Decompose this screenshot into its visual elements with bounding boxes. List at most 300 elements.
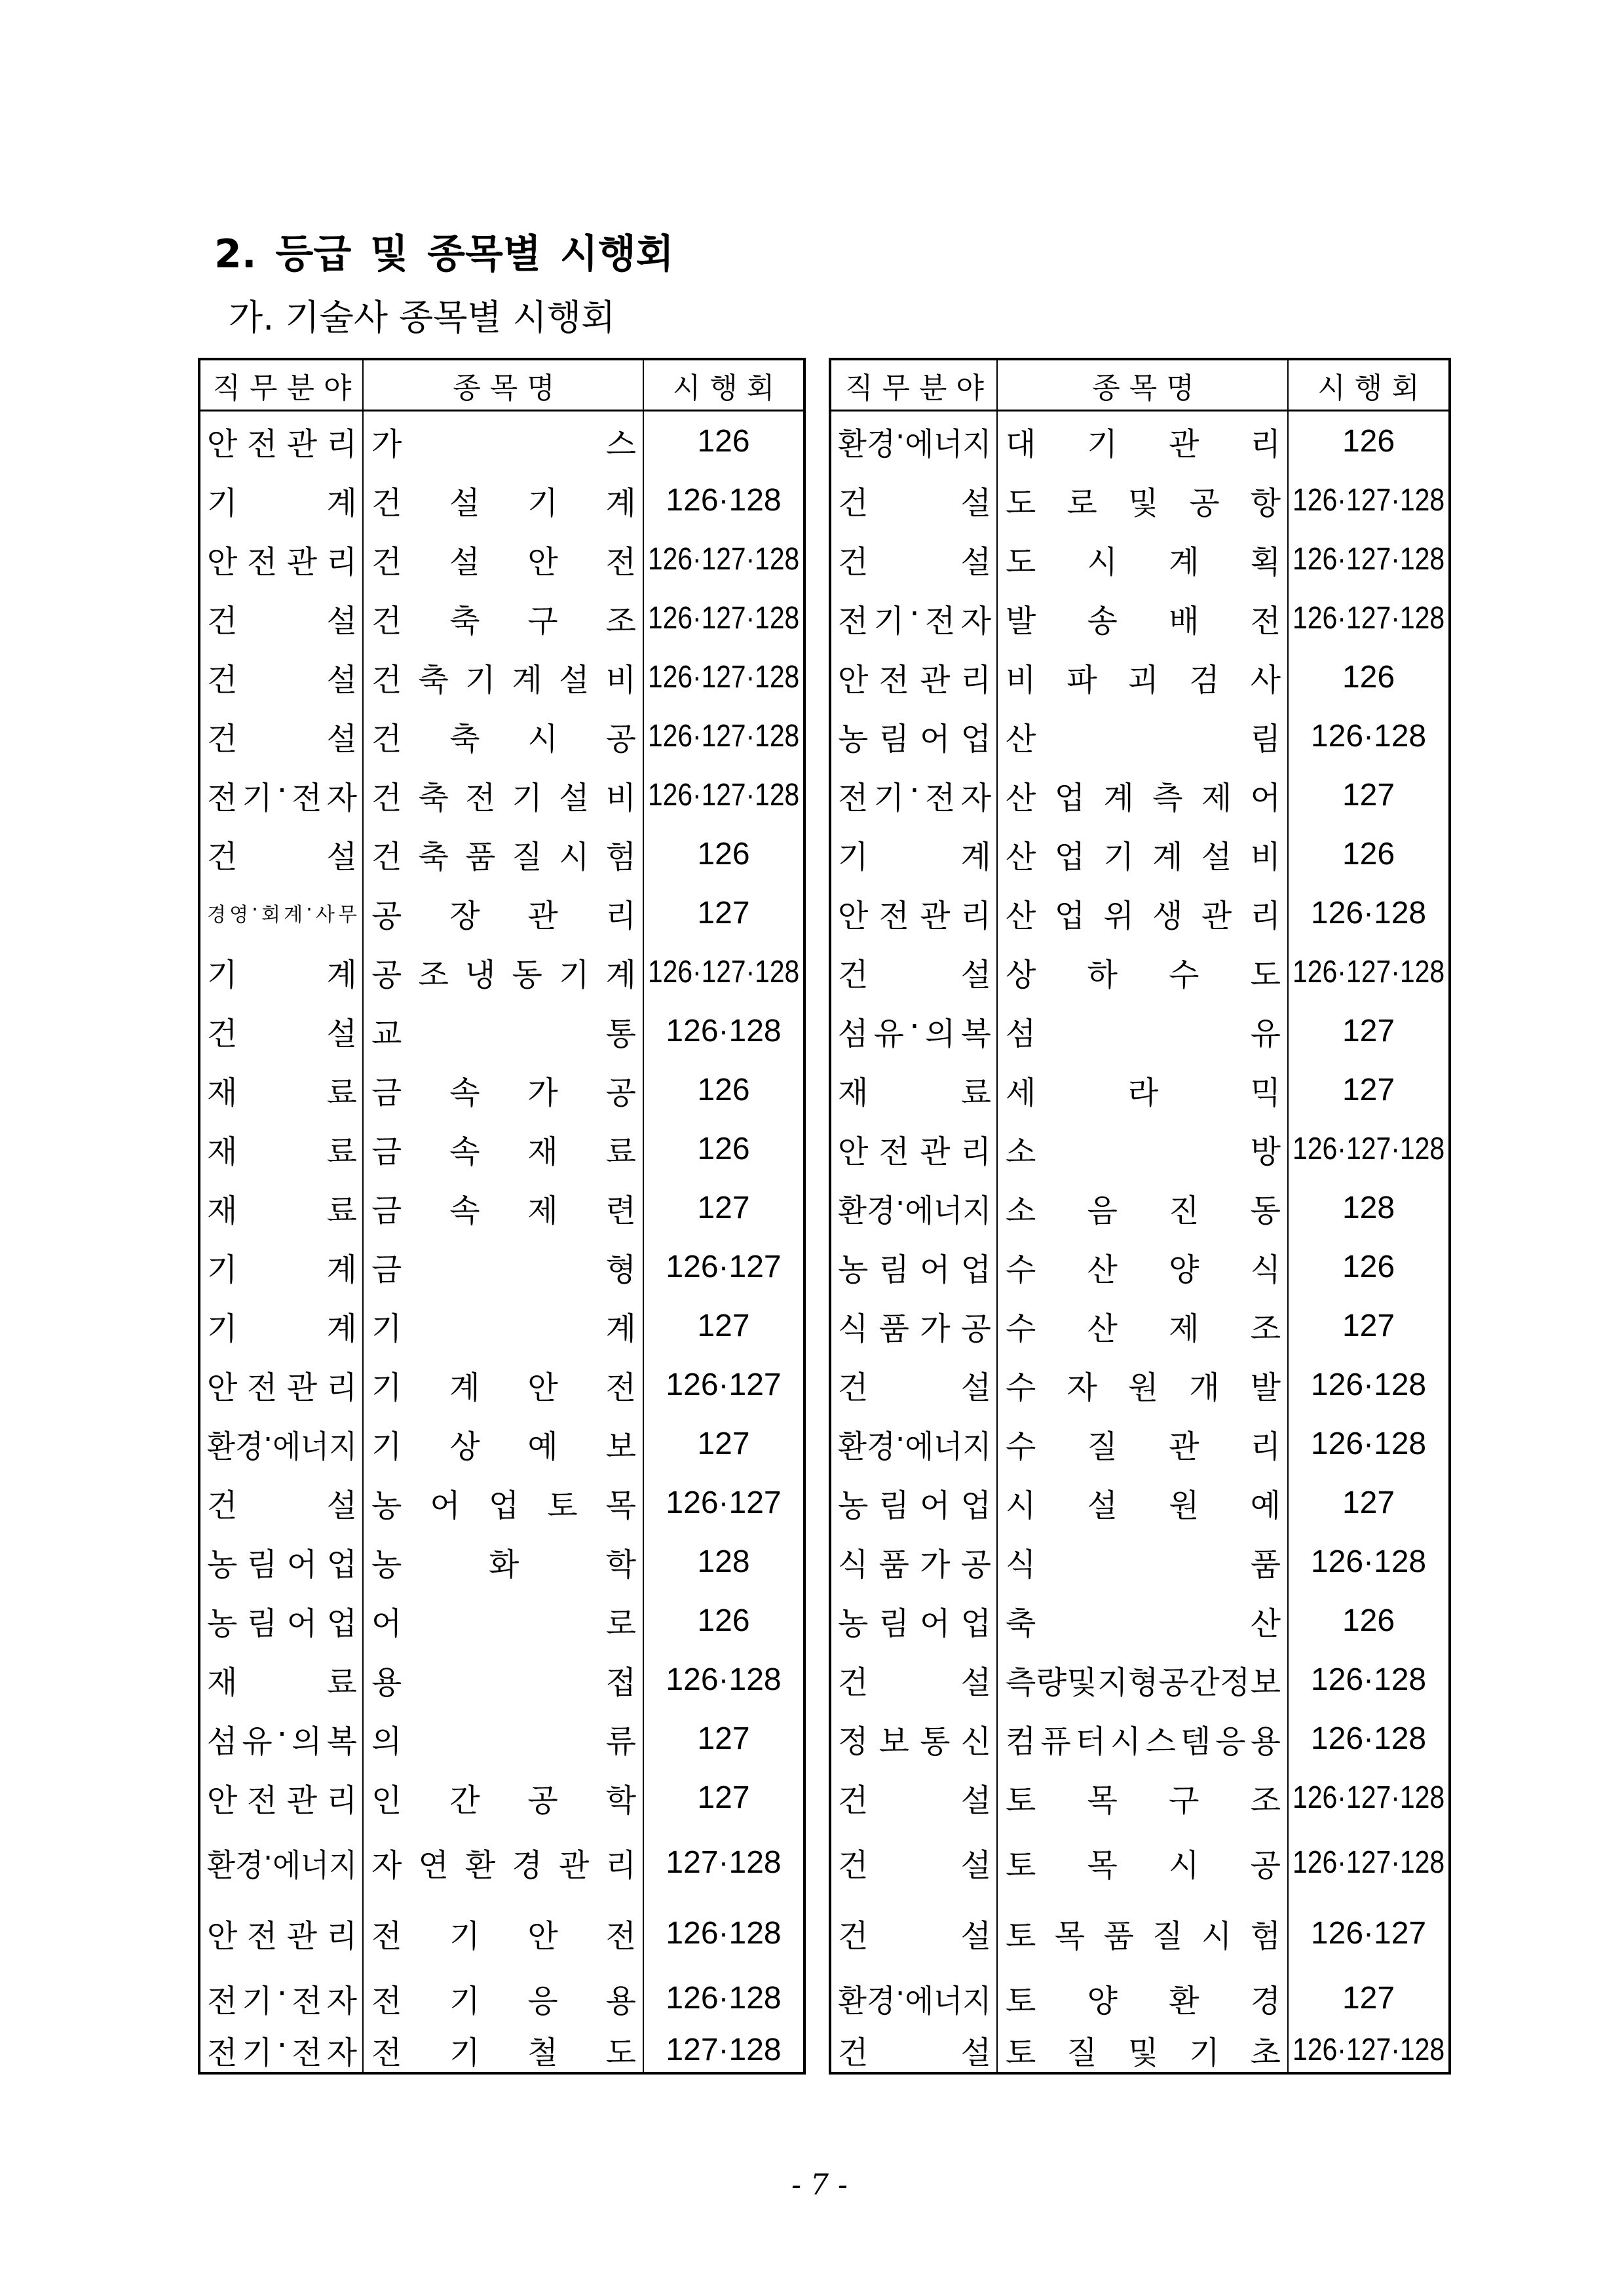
exam-rounds-text: 126·127·128 — [1293, 1845, 1445, 1880]
exam-rounds-cell — [1287, 1060, 1448, 1119]
job-field-cell — [200, 529, 362, 588]
job-field-cell — [831, 1898, 996, 1968]
exam-rounds-text: 127 — [697, 1190, 750, 1225]
item-name-text: 축 산 — [1006, 1605, 1281, 1642]
job-field-text: 건 설 — [838, 2034, 991, 2071]
exam-rounds-cell — [643, 942, 803, 1001]
exam-rounds-text: 126·127·128 — [1293, 954, 1445, 989]
exam-rounds-text: 127 — [1342, 777, 1395, 813]
table-row — [200, 1414, 803, 1473]
header-exam-rounds-label: 시 행 회 — [672, 371, 775, 405]
table-row — [831, 588, 1448, 647]
exam-rounds-text: 127 — [697, 1721, 750, 1756]
table-row — [831, 2027, 1448, 2072]
table-row — [200, 1473, 803, 1532]
item-name-text: 인 간 공 학 — [371, 1782, 636, 1819]
item-name-text: 자 연 환 경 관 리 — [371, 1846, 636, 1884]
exam-rounds-text: 126·127 — [666, 1367, 782, 1402]
exam-rounds-cell — [643, 1178, 803, 1237]
header-item-name-cell — [996, 360, 1287, 410]
job-field-cell — [200, 1898, 362, 1968]
job-field-cell — [200, 1237, 362, 1296]
exam-rounds-cell — [643, 1898, 803, 1968]
item-name-text: 상 하 수 도 — [1006, 956, 1281, 993]
item-name-text: 의 류 — [371, 1723, 636, 1760]
header-exam-rounds-cell — [1287, 360, 1448, 410]
table-row — [831, 1001, 1448, 1060]
exam-rounds-cell — [643, 1650, 803, 1709]
exam-rounds-cell — [643, 883, 803, 942]
item-name-text: 세 라 믹 — [1006, 1074, 1281, 1111]
item-name-cell — [996, 1709, 1287, 1768]
exam-rounds-text: 126 — [697, 423, 750, 459]
exam-rounds-cell — [1287, 1473, 1448, 1532]
item-name-cell — [996, 1827, 1287, 1898]
exam-rounds-text: 126 — [697, 1072, 750, 1107]
job-field-cell — [831, 942, 996, 1001]
item-name-cell — [996, 942, 1287, 1001]
item-name-cell — [362, 1591, 643, 1650]
item-name-cell — [996, 1591, 1287, 1650]
item-name-text: 건 축 시 공 — [371, 720, 636, 757]
job-field-cell — [831, 411, 996, 470]
exam-rounds-text: 126 — [1342, 1603, 1395, 1638]
item-name-cell — [996, 1898, 1287, 1968]
exam-rounds-text: 126·128 — [1310, 1662, 1427, 1697]
exam-rounds-cell — [1287, 1532, 1448, 1591]
item-name-cell — [996, 706, 1287, 765]
job-field-text: 재 료 — [207, 1074, 357, 1111]
job-field-text: 건 설 — [838, 1782, 991, 1819]
item-name-text: 소 방 — [1006, 1133, 1281, 1170]
exam-rounds-cell — [643, 1968, 803, 2027]
table-row — [831, 765, 1448, 824]
exam-rounds-cell — [643, 588, 803, 647]
job-field-text: 건 설 — [207, 838, 357, 875]
job-field-text: 농 림 어 업 — [838, 1605, 991, 1642]
exam-rounds-cell — [1287, 647, 1448, 706]
item-name-text: 토 목 품 질 시 험 — [1006, 1917, 1281, 1955]
item-name-text: 도 시 계 획 — [1006, 543, 1281, 581]
item-name-cell — [362, 529, 643, 588]
job-field-cell — [831, 1237, 996, 1296]
header-exam-rounds-label: 시 행 회 — [1317, 371, 1420, 405]
item-name-text: 토 목 구 조 — [1006, 1782, 1281, 1819]
exam-rounds-cell — [643, 1001, 803, 1060]
item-name-text: 산 업 기 계 설 비 — [1006, 838, 1281, 875]
item-name-text: 용 접 — [371, 1664, 636, 1701]
exam-rounds-text: 127·128 — [666, 2032, 782, 2067]
table-row — [200, 824, 803, 883]
item-name-text: 수 산 제 조 — [1006, 1310, 1281, 1347]
table-body — [831, 411, 1448, 2072]
job-field-text: 환 경 · 에 너 지 — [838, 418, 992, 463]
job-field-text: 건 설 — [838, 1917, 991, 1955]
exam-rounds-cell — [1287, 1237, 1448, 1296]
item-name-cell — [362, 1532, 643, 1591]
table-row — [831, 706, 1448, 765]
item-name-text: 도 로 및 공 항 — [1006, 484, 1281, 522]
table-row — [831, 824, 1448, 883]
job-field-text: 기 계 — [207, 1310, 357, 1347]
job-field-cell — [831, 647, 996, 706]
table-row — [831, 1827, 1448, 1898]
job-field-text: 건 설 — [207, 1487, 357, 1524]
job-field-text: 건 설 — [838, 1369, 991, 1406]
job-field-text: 전 기 · 전 자 — [207, 772, 357, 816]
exam-rounds-cell — [643, 647, 803, 706]
exam-rounds-text: 127 — [1342, 1308, 1395, 1343]
job-field-cell — [200, 883, 362, 942]
item-name-text: 소 음 진 동 — [1006, 1192, 1281, 1229]
job-field-cell — [831, 1060, 996, 1119]
item-name-cell — [362, 1968, 643, 2027]
item-name-cell — [362, 1709, 643, 1768]
item-name-text: 수 자 원 개 발 — [1006, 1369, 1281, 1406]
exam-rounds-cell — [1287, 411, 1448, 470]
item-name-text: 시 설 원 예 — [1006, 1487, 1281, 1524]
job-field-text: 기 계 — [838, 838, 991, 875]
job-field-text: 건 설 — [207, 720, 357, 757]
job-field-text: 안 전 관 리 — [207, 1917, 357, 1955]
item-name-text: 금 형 — [371, 1251, 636, 1288]
item-name-cell — [362, 1178, 643, 1237]
exam-rounds-cell — [1287, 1119, 1448, 1178]
item-name-cell — [362, 1827, 643, 1898]
job-field-cell — [831, 1709, 996, 1768]
exam-rounds-cell — [1287, 824, 1448, 883]
job-field-text: 건 설 — [207, 661, 357, 698]
item-name-cell — [996, 1968, 1287, 2027]
exam-rounds-cell — [1287, 1355, 1448, 1414]
job-field-text: 환 경 · 에 너 지 — [838, 1975, 992, 2019]
job-field-text: 재 료 — [207, 1133, 357, 1170]
header-job-field-cell — [831, 360, 996, 410]
exam-rounds-cell — [643, 1296, 803, 1355]
exam-rounds-text: 127 — [1342, 1980, 1395, 2016]
job-field-text: 농 림 어 업 — [207, 1605, 357, 1642]
exam-rounds-text: 127 — [697, 895, 750, 930]
exam-rounds-cell — [1287, 1968, 1448, 2027]
table-body — [200, 411, 803, 2072]
item-name-cell — [996, 647, 1287, 706]
job-field-text: 기 계 — [207, 484, 357, 522]
exam-rounds-text: 126·127·128 — [648, 777, 800, 813]
table-row — [831, 470, 1448, 529]
exam-rounds-text: 127 — [1342, 1072, 1395, 1107]
table-row — [200, 1296, 803, 1355]
header-item-name-label: 종 목 명 — [1092, 371, 1194, 405]
item-name-cell — [996, 411, 1287, 470]
item-name-text: 공 장 관 리 — [371, 897, 636, 934]
item-name-text: 수 질 관 리 — [1006, 1428, 1281, 1465]
exam-rounds-text: 126 — [1342, 1249, 1395, 1284]
item-name-text: 산 업 계 측 제 어 — [1006, 779, 1281, 816]
item-name-cell — [996, 1532, 1287, 1591]
item-name-cell — [996, 1237, 1287, 1296]
table-row — [831, 1650, 1448, 1709]
table-row — [831, 1968, 1448, 2027]
exam-rounds-text: 126·128 — [1310, 1544, 1427, 1579]
item-name-cell — [996, 824, 1287, 883]
item-name-text: 건 설 안 전 — [371, 543, 636, 581]
job-field-cell — [200, 706, 362, 765]
table-row — [831, 1709, 1448, 1768]
item-name-text: 수 산 양 식 — [1006, 1251, 1281, 1288]
job-field-cell — [200, 2027, 362, 2072]
job-field-cell — [831, 765, 996, 824]
job-field-text: 안 전 관 리 — [838, 661, 991, 698]
job-field-cell — [831, 1001, 996, 1060]
exam-rounds-cell — [1287, 470, 1448, 529]
job-field-text: 재 료 — [207, 1192, 357, 1229]
item-name-cell — [996, 765, 1287, 824]
exam-rounds-text: 126·128 — [1310, 718, 1427, 754]
exam-rounds-text: 127 — [1342, 1013, 1395, 1048]
job-field-cell — [831, 1119, 996, 1178]
job-field-text: 건 설 — [207, 602, 357, 640]
job-field-cell — [200, 1119, 362, 1178]
exam-rounds-cell — [1287, 765, 1448, 824]
item-name-cell — [362, 647, 643, 706]
exam-rounds-cell — [1287, 2027, 1448, 2072]
job-field-text: 재 료 — [207, 1664, 357, 1701]
exam-rounds-cell — [643, 1709, 803, 1768]
exam-rounds-text: 126·127 — [666, 1249, 782, 1284]
item-name-cell — [362, 824, 643, 883]
job-field-cell — [831, 706, 996, 765]
item-name-text: 기 계 안 전 — [371, 1369, 636, 1406]
table-row — [831, 1473, 1448, 1532]
exam-rounds-cell — [1287, 1001, 1448, 1060]
item-name-text: 건 축 구 조 — [371, 602, 636, 640]
exam-rounds-cell — [643, 529, 803, 588]
item-name-cell — [362, 470, 643, 529]
exam-rounds-cell — [643, 765, 803, 824]
item-name-text: 금 속 제 련 — [371, 1192, 636, 1229]
table-row — [831, 1119, 1448, 1178]
job-field-cell — [831, 1968, 996, 2027]
table-row — [200, 1119, 803, 1178]
job-field-text: 환 경 · 에 너 지 — [207, 1421, 358, 1465]
exam-rounds-cell — [1287, 529, 1448, 588]
job-field-cell — [831, 883, 996, 942]
table-row — [831, 1532, 1448, 1591]
item-name-text: 대 기 관 리 — [1006, 425, 1281, 463]
table-row — [831, 647, 1448, 706]
job-field-cell — [200, 1178, 362, 1237]
table-row — [200, 942, 803, 1001]
exam-rounds-text: 126·127·128 — [1293, 600, 1445, 636]
exam-rounds-cell — [1287, 883, 1448, 942]
exam-rounds-text: 126·127 — [1310, 1915, 1427, 1951]
job-field-cell — [831, 1355, 996, 1414]
exam-rounds-text: 126·127·128 — [648, 600, 800, 636]
item-name-text: 금 속 가 공 — [371, 1074, 636, 1111]
item-name-cell — [362, 1060, 643, 1119]
job-field-text: 농 림 어 업 — [207, 1546, 357, 1583]
item-name-text: 발 송 배 전 — [1006, 602, 1281, 640]
job-field-cell — [200, 765, 362, 824]
table-row — [831, 1414, 1448, 1473]
table-row — [200, 529, 803, 588]
exam-rounds-cell — [1287, 588, 1448, 647]
job-field-cell — [200, 1414, 362, 1473]
item-name-cell — [362, 1473, 643, 1532]
table-row — [200, 1178, 803, 1237]
table-row — [200, 1650, 803, 1709]
page-number: - 7 - — [791, 2168, 848, 2202]
exam-rounds-text: 126·127·128 — [1293, 482, 1445, 518]
exam-rounds-cell — [643, 470, 803, 529]
exam-rounds-text: 126·127·128 — [1293, 2032, 1445, 2067]
job-field-text: 농 림 어 업 — [838, 720, 991, 757]
job-field-cell — [831, 529, 996, 588]
exam-rounds-cell — [643, 1827, 803, 1898]
job-field-cell — [831, 824, 996, 883]
item-name-cell — [362, 1119, 643, 1178]
job-field-text: 건 설 — [838, 543, 991, 581]
section-title: 2. 등급 및 종목별 시행회 — [214, 231, 674, 277]
exam-rounds-text: 126·127·128 — [648, 954, 800, 989]
table-row — [200, 2027, 803, 2072]
job-field-text: 건 설 — [838, 484, 991, 522]
item-name-cell — [362, 942, 643, 1001]
job-field-cell — [831, 1591, 996, 1650]
table-row — [200, 706, 803, 765]
item-name-text: 산 림 — [1006, 720, 1281, 757]
item-name-cell — [362, 1355, 643, 1414]
job-field-cell — [831, 1827, 996, 1898]
item-name-text: 전 기 응 용 — [371, 1982, 636, 2019]
table-row — [200, 588, 803, 647]
job-field-cell — [200, 1591, 362, 1650]
item-name-text: 공 조 냉 동 기 계 — [371, 956, 636, 993]
exam-rounds-text: 126·127·128 — [648, 718, 800, 754]
header-exam-rounds-cell — [643, 360, 803, 410]
exam-rounds-text: 126 — [1342, 659, 1395, 695]
table-row — [200, 1355, 803, 1414]
item-name-cell — [362, 588, 643, 647]
exam-rounds-text: 126 — [697, 1131, 750, 1166]
item-name-cell — [996, 1178, 1287, 1237]
job-field-cell — [831, 1650, 996, 1709]
job-field-text: 식 품 가 공 — [838, 1546, 991, 1583]
exam-rounds-cell — [1287, 1650, 1448, 1709]
exam-rounds-text: 127 — [697, 1426, 750, 1461]
item-name-cell — [996, 1355, 1287, 1414]
item-name-text: 건 축 품 질 시 험 — [371, 838, 636, 875]
job-field-cell — [200, 1709, 362, 1768]
exam-rounds-cell — [643, 411, 803, 470]
item-name-text: 금 속 재 료 — [371, 1133, 636, 1170]
header-item-name-cell — [362, 360, 643, 410]
exam-rounds-text: 126·128 — [666, 1915, 782, 1951]
job-field-cell — [200, 1296, 362, 1355]
job-field-text: 식 품 가 공 — [838, 1310, 991, 1347]
job-field-cell — [200, 1001, 362, 1060]
header-job-field-cell — [200, 360, 362, 410]
exam-rounds-cell — [643, 824, 803, 883]
exam-rounds-text: 126·127·128 — [1293, 1780, 1445, 1815]
job-field-cell — [200, 824, 362, 883]
job-field-text: 환 경 · 에 너 지 — [838, 1421, 992, 1465]
exam-rounds-cell — [643, 1237, 803, 1296]
table-row — [831, 883, 1448, 942]
job-field-text: 안 전 관 리 — [838, 897, 991, 934]
table-row — [200, 1237, 803, 1296]
exam-rounds-cell — [643, 1414, 803, 1473]
table-row — [200, 1768, 803, 1827]
exam-rounds-text: 126·127·128 — [1293, 1131, 1445, 1166]
exam-rounds-cell — [643, 1768, 803, 1827]
exam-rounds-text: 127 — [697, 1308, 750, 1343]
item-name-cell — [362, 411, 643, 470]
job-field-cell — [200, 470, 362, 529]
job-field-text: 경 영 · 회 계 · 사 무 — [207, 898, 357, 927]
exam-rounds-cell — [643, 706, 803, 765]
item-name-cell — [362, 1898, 643, 1968]
table-row — [200, 1968, 803, 2027]
table-row — [831, 411, 1448, 470]
exam-rounds-text: 126·127·128 — [648, 541, 800, 577]
table-row — [831, 1355, 1448, 1414]
exam-rounds-cell — [1287, 1768, 1448, 1827]
job-field-text: 전 기 · 전 자 — [207, 2027, 357, 2071]
job-field-cell — [200, 1650, 362, 1709]
job-field-cell — [200, 1060, 362, 1119]
job-field-cell — [831, 588, 996, 647]
job-field-text: 건 설 — [838, 1846, 991, 1884]
item-name-text: 가 스 — [371, 425, 636, 463]
item-name-text: 어 로 — [371, 1605, 636, 1642]
table-row — [200, 765, 803, 824]
exam-rounds-text: 126·128 — [666, 1980, 782, 2016]
item-name-text: 전 기 안 전 — [371, 1917, 636, 1955]
item-name-cell — [996, 1414, 1287, 1473]
job-field-text: 환 경 · 에 너 지 — [838, 1185, 992, 1229]
header-job-field-label: 직 무 분 야 — [845, 371, 984, 405]
table-row — [831, 1178, 1448, 1237]
item-name-text: 컴 퓨 터 시 스 템 응 용 — [1006, 1723, 1281, 1760]
table-header — [831, 360, 1448, 411]
item-name-cell — [996, 588, 1287, 647]
job-field-cell — [200, 411, 362, 470]
exam-rounds-text: 127 — [1342, 1485, 1395, 1520]
exam-rounds-text: 126·128 — [1310, 895, 1427, 930]
table-row — [200, 647, 803, 706]
table-row — [200, 470, 803, 529]
job-field-cell — [200, 1473, 362, 1532]
item-name-text: 기 계 — [371, 1310, 636, 1347]
item-name-text: 토 질 및 기 초 — [1006, 2034, 1281, 2071]
job-field-cell — [831, 1296, 996, 1355]
table-row — [200, 1532, 803, 1591]
job-field-cell — [831, 2027, 996, 2072]
exam-rounds-cell — [643, 1119, 803, 1178]
table-row — [200, 1709, 803, 1768]
job-field-text: 전 기 · 전 자 — [207, 1975, 357, 2019]
table-row — [200, 1060, 803, 1119]
exam-rounds-text: 126·128 — [666, 482, 782, 518]
job-field-text: 안 전 관 리 — [838, 1133, 991, 1170]
exam-rounds-cell — [643, 1060, 803, 1119]
table-row — [831, 529, 1448, 588]
item-name-cell — [996, 1650, 1287, 1709]
item-name-text: 식 품 — [1006, 1546, 1281, 1583]
item-name-text: 농 화 학 — [371, 1546, 636, 1583]
exam-rounds-cell — [1287, 1827, 1448, 1898]
